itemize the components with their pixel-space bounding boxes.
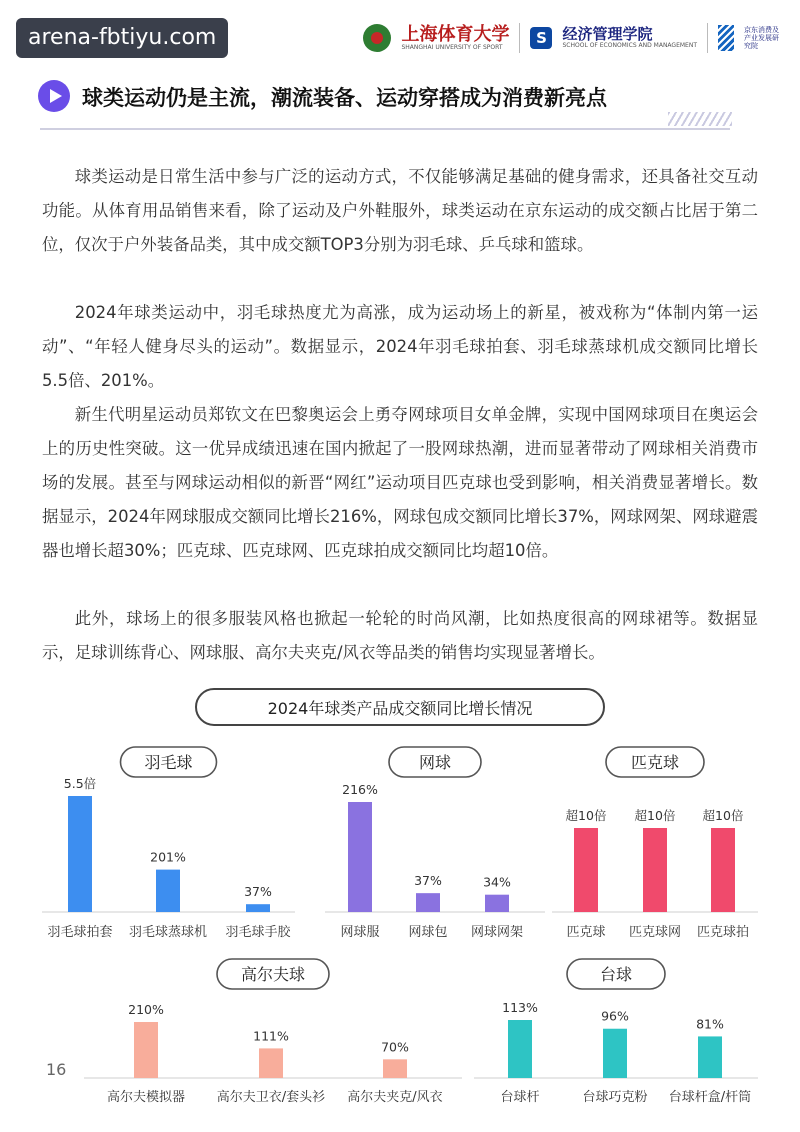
data-label: 111% [253,1028,289,1044]
category-label: 网球网架 [470,925,524,940]
paragraph: 2024年球类运动中，羽毛球热度尤为高涨，成为运动场上的新星，被戏称为“体制内第一运动”、“年轻人健身尽头的运动”。数据显示，2024年羽毛球拍套、羽毛球蒸球机成交额同比增长5.5倍、201%。 [42,303,758,390]
logo2-name: 经济管理学院 [562,25,653,43]
category-label: 网球服 [340,925,380,940]
category-label: 羽毛球手胶 [225,925,291,940]
data-label: 113% [502,1000,538,1015]
chart-title: 羽毛球 [144,753,193,772]
bar [383,1059,407,1078]
bar [643,828,667,912]
bar [348,802,372,912]
data-label: 210% [128,1002,164,1017]
paragraph: 新生代明星运动员郑钦文在巴黎奥运会上勇夺网球项目女单金牌，实现中国网球项目在奥运会上的历史性突破。这一优异成绩迅速在国内掀起了一股网球热潮，进而显著带动了网球相关消费市场的发展。甚至与网球运动相似的新晋“网红”运动项目匹克球也受到影响，相关消费显著增长。数据显示，2024年网球服成交额同比增长216%，网球包成交额同比增长37%，网球网架、网球避震器也增长超30%；匹克球、匹克球网、匹克球拍成交额同比均超10倍。 [42,405,758,560]
data-label: 5.5倍 [63,776,97,791]
category-label: 台球杆盒/杆筒 [668,1090,752,1105]
logo1-sub: SHANGHAI UNIVERSITY OF SPORT [401,43,503,51]
category-label: 羽毛球拍套 [47,925,113,940]
chart-title: 台球 [599,965,633,984]
data-label: 81% [696,1016,724,1032]
logo1-name: 上海体育大学 [401,23,510,45]
bar [134,1022,158,1078]
category-label: 匹克球拍 [696,925,750,940]
paragraph: 球类运动是日常生活中参与广泛的运动方式，不仅能够满足基础的健身需求，还具备社交互动功能。从体育用品销售来看，除了运动及户外鞋服外，球类运动在京东运动的成交额占比居于第二位，仅次于户外装备品类，其中成交额TOP3分别为羽毛球、乒乓球和篮球。 [42,167,758,254]
category-label: 台球巧克粉 [582,1090,648,1105]
chart-title: 高尔夫球 [240,965,306,984]
watermark: arena-fbtiyu.com [16,18,228,58]
data-label: 超10倍 [565,808,607,823]
data-label: 201% [150,849,186,865]
category-label: 羽毛球蒸球机 [128,925,208,940]
data-label: 超10倍 [702,808,744,823]
bar [508,1020,532,1078]
paragraph: 此外，球场上的很多服装风格也掀起一轮轮的时尚风潮，比如热度很高的网球裙等。数据显示，足球训练背心、网球服、高尔夫夹克/风衣等品类的销售均实现显著增长。 [42,609,758,662]
category-label: 网球包 [408,925,448,940]
data-label: 70% [381,1039,409,1055]
chart-title: 网球 [418,753,452,772]
category-label: 台球杆 [500,1090,540,1105]
bar [698,1036,722,1078]
page-title: 球类运动仍是主流，潮流装备、运动穿搭成为消费新亮点 [82,86,607,110]
data-label: 216% [342,782,378,797]
chart-title: 匹克球 [630,753,680,772]
category-label: 匹克球网 [628,925,682,940]
data-label: 超10倍 [634,808,676,823]
chart-section-title: 2024年球类产品成交额同比增长情况 [195,688,605,726]
school-s-icon: S [530,27,552,49]
bar [416,893,440,912]
data-label: 37% [414,873,442,889]
logo3-name: 京东消费及产业发展研究院 [744,26,779,50]
bar [68,796,92,912]
category-label: 高尔夫卫衣/套头衫 [216,1090,326,1105]
logo2-sub: SCHOOL OF ECONOMICS AND MANAGEMENT [562,42,697,49]
bar [574,828,598,912]
page-number: 16 [46,1060,67,1079]
category-label: 匹克球 [566,925,606,940]
bar [246,904,270,912]
bar [156,870,180,912]
category-label: 高尔夫模拟器 [106,1090,186,1105]
data-label: 34% [483,874,511,890]
data-label: 37% [244,884,272,900]
category-label: 高尔夫夹克/风衣 [347,1090,443,1105]
bar [711,828,735,912]
bar [485,895,509,912]
bar [259,1048,283,1078]
data-label: 96% [601,1008,629,1024]
bar [603,1029,627,1078]
